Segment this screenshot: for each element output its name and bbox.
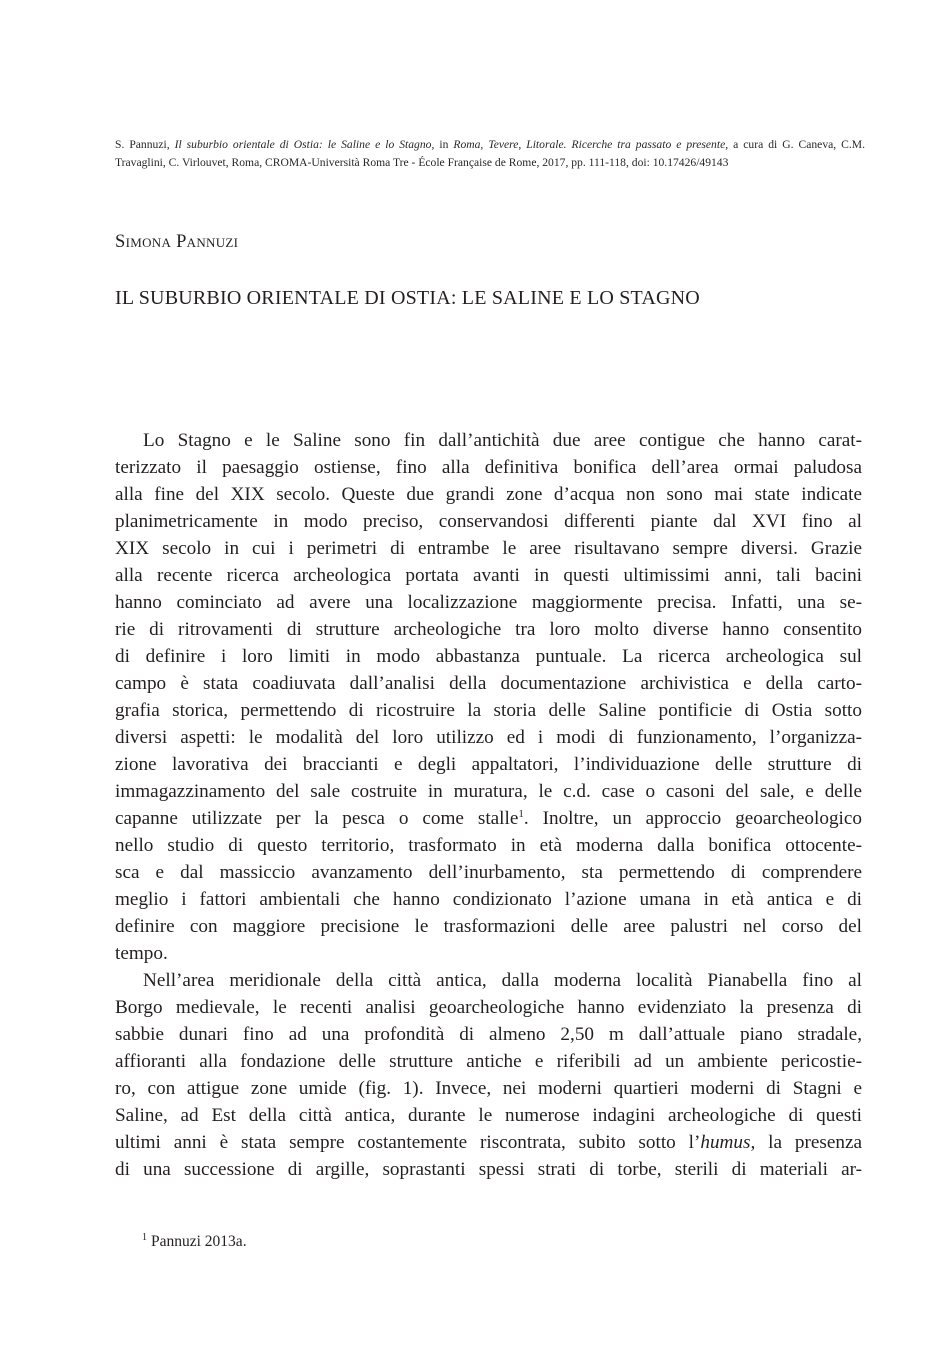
body-line: capanne utilizzate per la pesca o come stalle$^1$. Inoltre, un approccio geoarcheologico <box>115 808 862 829</box>
body-line: campo è stata coadiuvata dall’analisi della documentazione archivistica e della carto- <box>115 673 862 694</box>
body-line: grafia storica, permettendo di ricostruire la storia delle Saline pontificie di Ostia sotto <box>115 700 862 721</box>
article-body <box>115 427 862 1183</box>
body-line: Borgo medievale, le recenti analisi geoarcheologiche hanno evidenziato la presenza di <box>115 997 862 1018</box>
body-line: ro, con attigue zone umide (fig. 1). Invece, nei moderni quartieri moderni di Stagni e <box>115 1078 862 1099</box>
body-line: Lo Stagno e le Saline sono fin dall’antichità due aree contigue che hanno carat- <box>143 430 862 451</box>
body-line: nello studio di questo territorio, trasformato in età moderna dalla bonifica ottocente- <box>115 835 862 856</box>
body-line: alla recente ricerca archeologica portata avanti in questi ultimissimi anni, tali bacini <box>115 565 862 586</box>
footnote-number: 1 <box>142 1232 147 1243</box>
body-line: di definire i loro limiti in modo abbastanza puntuale. La ricerca archeologica sul <box>115 646 862 667</box>
body-line: tempo. <box>115 943 168 964</box>
body-line: planimetricamente in modo preciso, conservandosi differenti piante dal XVI fino al <box>115 511 862 532</box>
citation-header <box>115 136 865 172</box>
footnote-ref[interactable]: 1 <box>518 808 524 820</box>
body-line: sca e dal massiccio avanzamento dell’inurbamento, sta permettendo di comprendere <box>115 862 862 883</box>
footnote <box>142 1232 247 1251</box>
body-line: meglio i fattori ambientali che hanno condizionato l’azione umana in età antica e di <box>115 889 862 910</box>
body-line: sabbie dunari fino ad una profondità di almeno 2,50 m dall’attuale piano stradale, <box>115 1024 862 1045</box>
body-line: terizzato il paesaggio ostiense, fino alla definitiva bonifica dell’area ormai paludosa <box>115 457 862 478</box>
italic-term: humus, <box>700 1132 756 1153</box>
body-line: diversi aspetti: le modalità del loro utilizzo ed i modi di funzionamento, l’organizza- <box>115 727 862 748</box>
body-line: hanno cominciato ad avere una localizzazione maggiormente precisa. Infatti, una se- <box>115 592 862 613</box>
citation-line-1: S. Pannuzi, Il suburbio orientale di Ostia: le Saline e lo Stagno, in Roma, Tevere, Litorale. Ricerche tra passato e presente, a cura di G. Caneva, C.M. <box>115 138 865 151</box>
body-line: affioranti alla fondazione delle strutture antiche e riferibili ad un ambiente pericostie- <box>115 1051 862 1072</box>
citation-work-title: Il suburbio orientale di Ostia: le Saline e lo Stagno, <box>174 138 435 151</box>
footnote-text: Pannuzi 2013a. <box>151 1233 247 1250</box>
body-line: rie di ritrovamenti di strutture archeologiche tra loro molto diverse hanno consentito <box>115 619 862 640</box>
body-line: immagazzinamento del sale costruite in muratura, le c.d. case o casoni del sale, e delle <box>115 781 862 802</box>
citation-book-title: Roma, Tevere, Litorale. Ricerche tra passato e presente, <box>453 138 729 151</box>
author-name: Simona Pannuzi <box>115 232 239 252</box>
body-line: di una successione di argille, soprastanti spessi strati di torbe, sterili di materiali ar- <box>115 1159 862 1180</box>
article-title: IL SUBURBIO ORIENTALE DI OSTIA: LE SALINE E LO STAGNO <box>115 287 700 309</box>
body-line: zione lavorativa dei braccianti e degli appaltatori, l’individuazione delle strutture di <box>115 754 862 775</box>
body-line: ultimi anni è stata sempre costantemente riscontrata, subito sotto l’humus, la presenza <box>115 1132 862 1153</box>
body-line: XIX secolo in cui i perimetri di entrambe le aree risultavano sempre diversi. Grazie <box>115 538 862 559</box>
citation-line-2: Travaglini, C. Virlouvet, Roma, CROMA-Università Roma Tre - École Française de Rome, 2017, pp. 111-118, doi: 10.17426/49143 <box>115 156 729 169</box>
body-line: Nell’area meridionale della città antica, dalla moderna località Pianabella fino al <box>143 970 862 991</box>
body-line: alla fine del XIX secolo. Queste due grandi zone d’acqua non sono mai state indicate <box>115 484 862 505</box>
body-line: definire con maggiore precisione le trasformazioni delle aree palustri nel corso del <box>115 916 862 937</box>
body-line: Saline, ad Est della città antica, durante le numerose indagini archeologiche di questi <box>115 1105 862 1126</box>
